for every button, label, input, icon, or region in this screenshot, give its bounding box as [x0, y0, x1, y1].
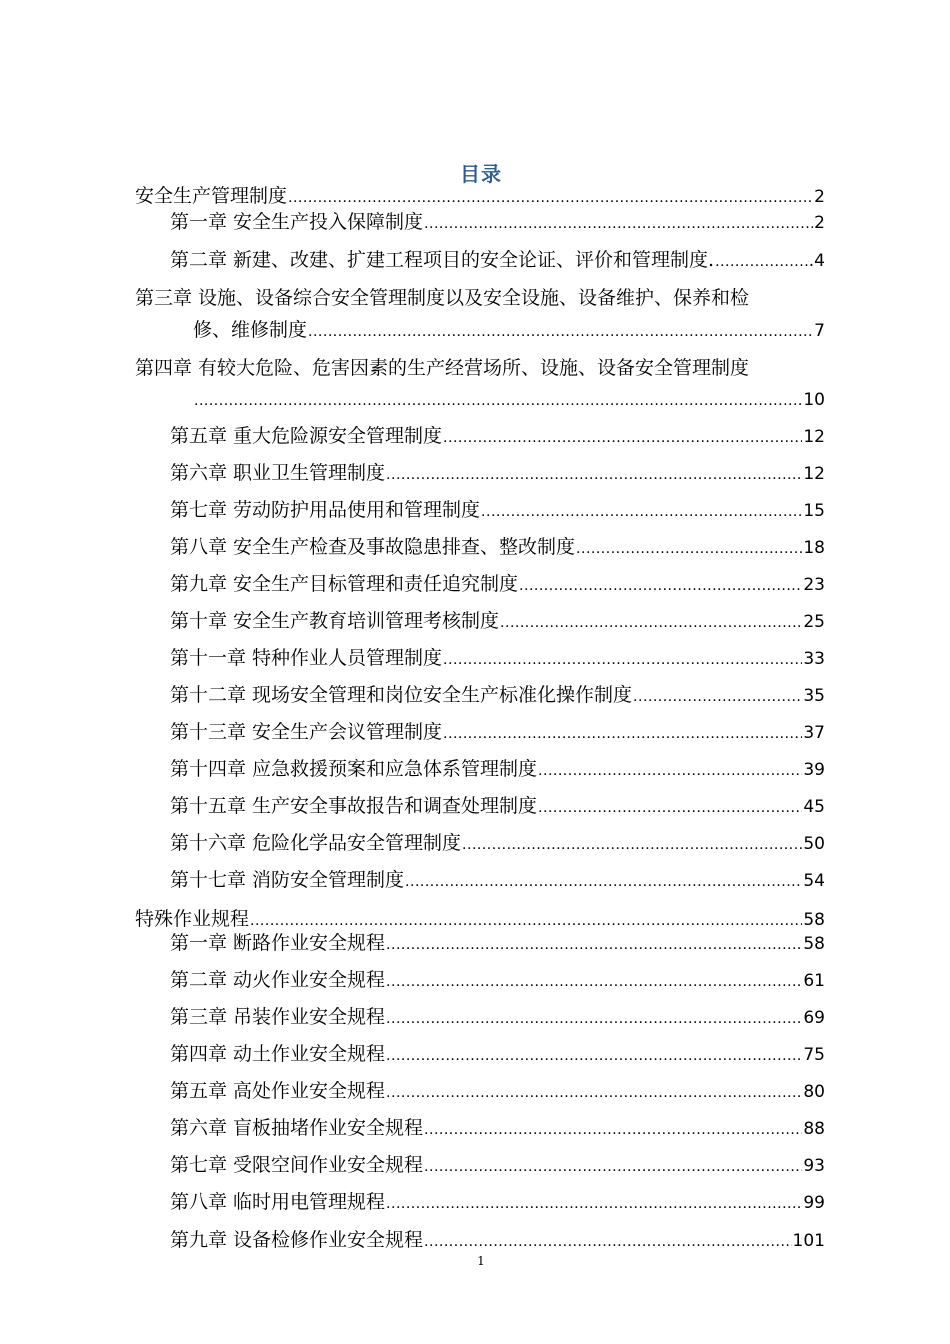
- toc-entry[interactable]: [135, 907, 825, 933]
- leader-dots: [386, 1007, 802, 1031]
- toc-entry[interactable]: [170, 831, 825, 857]
- toc-entry-text: 第四章 动土作业安全规程: [170, 1043, 386, 1065]
- leader-dots: [576, 537, 802, 561]
- leader-dots: [288, 186, 813, 210]
- leader-dots: [308, 320, 813, 344]
- leader-dots: [481, 500, 802, 524]
- leader-dots: [386, 970, 802, 994]
- toc-entry[interactable]: [170, 1042, 825, 1068]
- toc-entry-text: 第八章 临时用电管理规程: [170, 1191, 386, 1213]
- toc-page-number: 54: [803, 871, 825, 891]
- toc-entry-text: 第五章 高处作业安全规程: [170, 1080, 386, 1102]
- toc-page-number: 15: [803, 501, 825, 521]
- leader-dots: [424, 212, 813, 236]
- leader-dots: [500, 611, 802, 635]
- toc-entry-text: 第二章 动火作业安全规程: [170, 969, 386, 991]
- toc-entry-text: 第九章 设备检修作业安全规程: [170, 1229, 424, 1251]
- leader-dots: [715, 250, 808, 274]
- toc-page-number: 10: [803, 390, 825, 410]
- toc-page-number: 37: [803, 723, 825, 743]
- toc-entry-text: 第九章 安全生产目标管理和责任追究制度: [170, 573, 519, 595]
- toc-entry[interactable]: [170, 609, 825, 635]
- toc-title: 目录: [460, 162, 502, 186]
- toc-entry[interactable]: [170, 931, 825, 957]
- toc-entry[interactable]: [170, 1079, 825, 1105]
- leader-dots: [443, 648, 802, 672]
- toc-entry-text: 第十六章 危险化学品安全管理制度: [170, 832, 462, 854]
- toc-page-number: 7: [814, 321, 825, 341]
- toc-page-number: 35: [803, 686, 825, 706]
- toc-entry[interactable]: [170, 757, 825, 783]
- toc-entry[interactable]: [170, 1228, 825, 1254]
- toc-entry[interactable]: [170, 646, 825, 672]
- toc-entry-text: 修、维修制度: [193, 319, 308, 341]
- toc-entry[interactable]: [170, 498, 825, 524]
- toc-entry-text[interactable]: 第四章 有较大危险、危害因素的生产经营场所、设施、设备安全管理制度: [135, 357, 750, 379]
- toc-entry-text: 第七章 受限空间作业安全规程: [170, 1154, 424, 1176]
- leader-dots: [424, 1118, 802, 1142]
- toc-entry[interactable]: [170, 535, 825, 561]
- toc-entry-text: 第三章 吊装作业安全规程: [170, 1006, 386, 1028]
- leader-dots: [538, 759, 802, 783]
- toc-entry-text: 第一章 断路作业安全规程: [170, 932, 386, 954]
- toc-page-number: 33: [803, 649, 825, 669]
- toc-page-number: 80: [803, 1082, 825, 1102]
- toc-page-number: 25: [803, 612, 825, 632]
- toc-entry[interactable]: [170, 210, 825, 236]
- leader-dots: [538, 796, 802, 820]
- toc-page-number: 23: [803, 575, 825, 595]
- toc-entry[interactable]: [170, 868, 825, 894]
- toc-page-number: 2: [814, 187, 825, 207]
- leader-dots: [386, 1192, 802, 1216]
- toc-page-number: 2: [814, 213, 825, 233]
- toc-page-number: 12: [803, 427, 825, 447]
- leader-dots: [443, 722, 802, 746]
- toc-page-number: 69: [803, 1008, 825, 1028]
- leader-dots: [386, 1044, 802, 1068]
- toc-entry-text: 第十七章 消防安全管理制度: [170, 869, 405, 891]
- toc-entry-text: 第五章 重大危险源安全管理制度: [170, 425, 443, 447]
- toc-entry-text: 第十章 安全生产教育培训管理考核制度: [170, 610, 500, 632]
- toc-entry[interactable]: [170, 720, 825, 746]
- toc-entry-text: 第一章 安全生产投入保障制度: [170, 211, 424, 233]
- toc-entry[interactable]: [170, 248, 825, 274]
- toc-page-number: 50: [803, 834, 825, 854]
- toc-page-number: 39: [803, 760, 825, 780]
- toc-page-number: 58: [803, 934, 825, 954]
- toc-entry-text: 第十三章 安全生产会议管理制度: [170, 721, 443, 743]
- toc-entry-text: 第十一章 特种作业人员管理制度: [170, 647, 443, 669]
- toc-entry[interactable]: [170, 1153, 825, 1179]
- toc-entry[interactable]: [170, 1116, 825, 1142]
- toc-entry-text: 第二章 新建、改建、扩建工程项目的安全论证、评价和管理制度.: [170, 249, 715, 271]
- toc-entry[interactable]: [170, 424, 825, 450]
- toc-entry-continuation[interactable]: [193, 318, 825, 344]
- toc-entry[interactable]: [170, 1005, 825, 1031]
- toc-entry[interactable]: [170, 794, 825, 820]
- leader-dots: [386, 933, 802, 957]
- leader-dots: [405, 870, 802, 894]
- toc-entry[interactable]: [170, 683, 825, 709]
- toc-entry[interactable]: [170, 461, 825, 487]
- leader-dots: [424, 1230, 792, 1254]
- toc-entry-text: 特殊作业规程: [135, 908, 250, 930]
- toc-page-number: 58: [803, 910, 825, 930]
- toc-page-number: 88: [803, 1119, 825, 1139]
- toc-page-number: .4: [808, 251, 825, 271]
- leader-dots: [633, 685, 802, 709]
- toc-entry[interactable]: [170, 968, 825, 994]
- toc-entry-text: 第七章 劳动防护用品使用和管理制度: [170, 499, 481, 521]
- toc-entry-text: 第六章 职业卫生管理制度: [170, 462, 386, 484]
- toc-entry-text: 安全生产管理制度: [135, 185, 288, 207]
- toc-entry-text[interactable]: 第三章 设施、设备综合安全管理制度以及安全设施、设备维护、保养和检: [135, 287, 750, 309]
- toc-entry[interactable]: [170, 572, 825, 598]
- toc-entry-text: 第十五章 生产安全事故报告和调查处理制度: [170, 795, 538, 817]
- toc-page-number: 12: [803, 464, 825, 484]
- toc-page-number: 93: [803, 1156, 825, 1176]
- toc-page-number: 101: [792, 1231, 825, 1251]
- toc-entry-text: 第八章 安全生产检查及事故隐患排查、整改制度: [170, 536, 576, 558]
- toc-entry-text: 第十二章 现场安全管理和岗位安全生产标准化操作制度: [170, 684, 633, 706]
- leader-dots: [462, 833, 802, 857]
- toc-entry-continuation[interactable]: [193, 388, 825, 413]
- toc-page-number: 99: [803, 1193, 825, 1213]
- leader-dots: [443, 426, 802, 450]
- leader-dots: [194, 389, 802, 413]
- leader-dots: [424, 1155, 802, 1179]
- toc-entry[interactable]: [135, 184, 825, 210]
- toc-page-number: 18: [803, 538, 825, 558]
- toc-page-number: 61: [803, 971, 825, 991]
- toc-page-number: 45: [803, 797, 825, 817]
- leader-dots: [250, 909, 802, 933]
- toc-entry-text: 第六章 盲板抽堵作业安全规程: [170, 1117, 424, 1139]
- toc-entry-text: 第十四章 应急救援预案和应急体系管理制度: [170, 758, 538, 780]
- toc-entry[interactable]: [170, 1190, 825, 1216]
- footer-page-number: 1: [477, 1254, 485, 1268]
- leader-dots: [519, 574, 802, 598]
- toc-page-number: 75: [803, 1045, 825, 1065]
- leader-dots: [386, 1081, 802, 1105]
- leader-dots: [386, 463, 802, 487]
